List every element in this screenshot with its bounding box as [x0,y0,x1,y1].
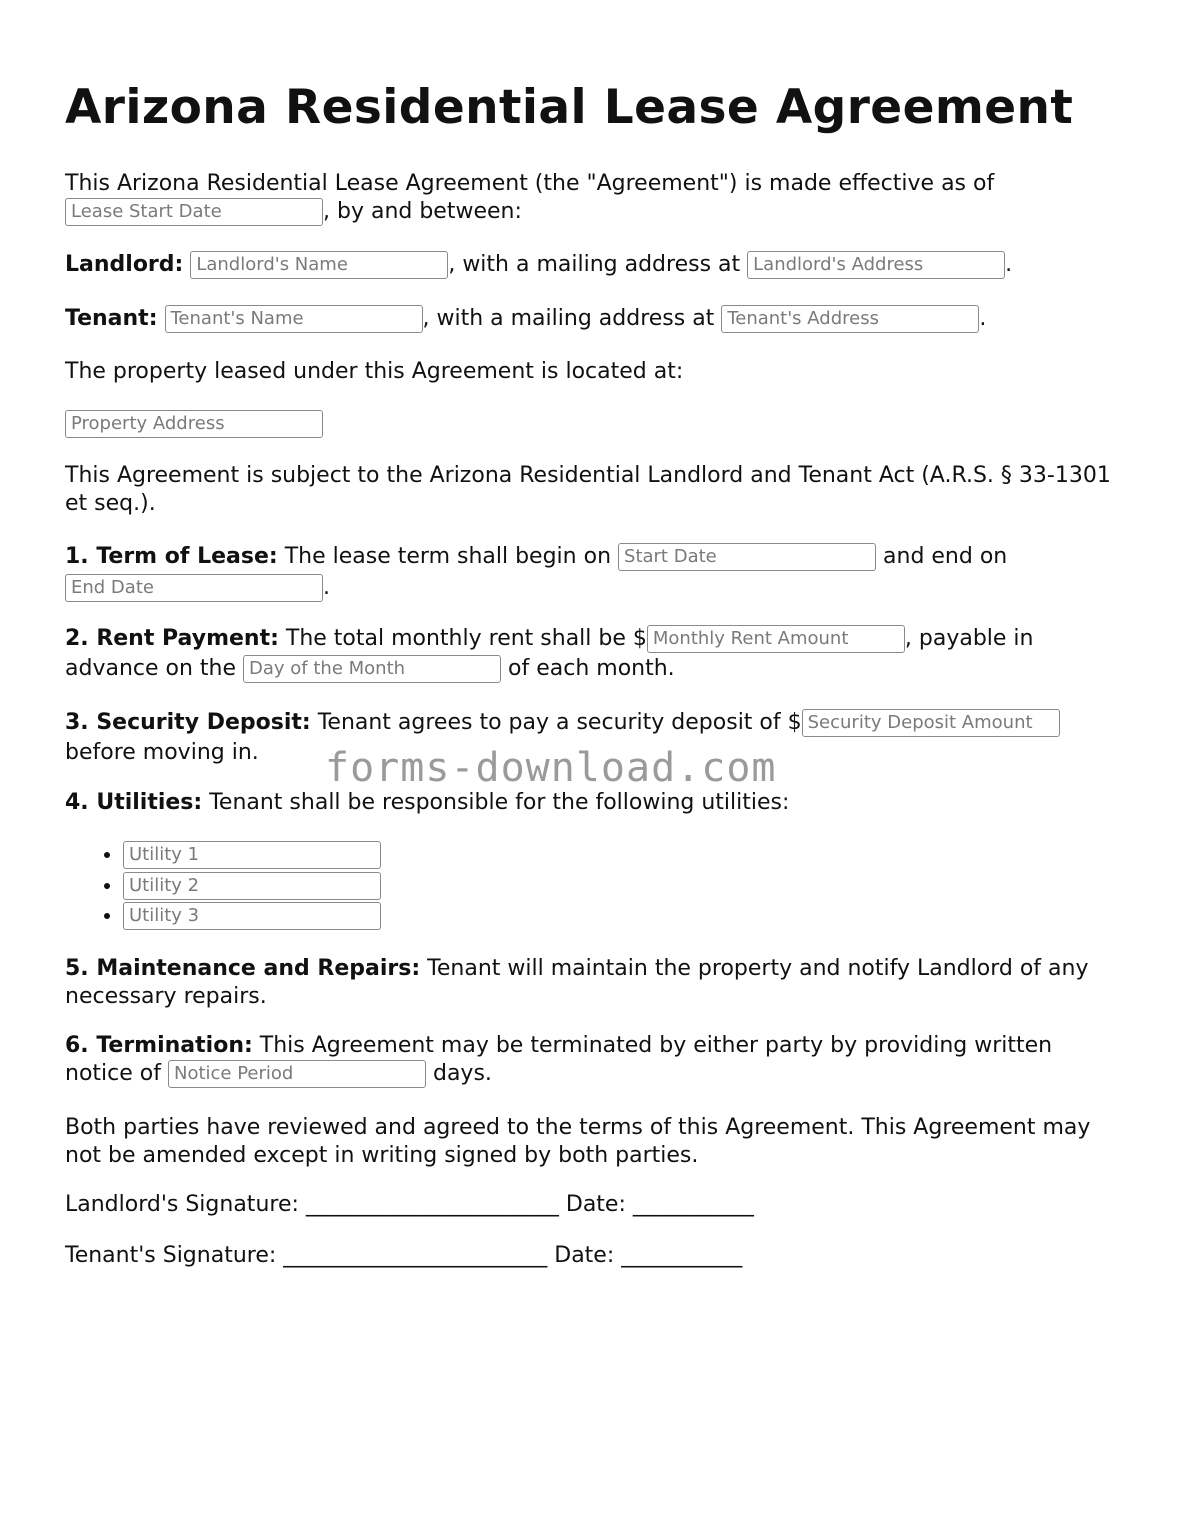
rent-paragraph [65,624,1115,684]
notice-period-field[interactable]: Notice Period [168,1060,426,1088]
rent-heading: 2. Rent Payment: [65,626,279,651]
monthly-rent-amount-field[interactable]: Monthly Rent Amount [647,625,905,653]
term-paragraph [65,541,1115,603]
tenant-name-field[interactable]: Tenant's Name [165,305,423,333]
termination-heading: 6. Termination: [65,1033,253,1058]
law-paragraph: This Agreement is subject to the Arizona Residential Landlord and Tenant Act (A.R.S. § 33-1301 et seq.). [65,463,1111,516]
utility-2-field[interactable]: Utility 2 [123,872,381,900]
end-date-field[interactable]: End Date [65,574,323,602]
term-end: . [323,575,330,600]
list-item [123,840,381,871]
tenant-label: Tenant: [65,306,158,331]
deposit-text: Tenant agrees to pay a security deposit of $ [317,710,802,735]
property-field-row [65,410,1115,438]
maintenance-heading: 5. Maintenance and Repairs: [65,956,421,981]
landlord-end: . [1005,252,1013,277]
maintenance-paragraph [65,955,1115,1011]
landlord-signature-line: Landlord's Signature: _______________________ Date: ___________ [65,1192,754,1217]
landlord-line [65,251,1115,279]
property-text: The property leased under this Agreement is located at: [65,359,684,384]
property-address-field[interactable]: Property Address [65,410,323,438]
landlord-name-field[interactable]: Landlord's Name [190,251,448,279]
termination-text: This Agreement may be terminated by either party by providing written notice of [65,1033,1053,1086]
deposit-end: before moving in. [65,740,259,765]
tenant-mid: , with a mailing address at [422,306,715,331]
intro-text: This Arizona Residential Lease Agreement (the "Agreement") is made effective as of [65,171,995,196]
rent-text: The total monthly rent shall be $ [285,626,647,651]
tenant-address-field[interactable]: Tenant's Address [721,305,979,333]
lease-start-date-field[interactable]: Lease Start Date [65,198,323,226]
landlord-mid: , with a mailing address at [448,252,741,277]
landlord-label: Landlord: [65,252,184,277]
utilities-list [65,840,381,932]
utility-3-field[interactable]: Utility 3 [123,902,381,930]
utilities-heading: 4. Utilities: [65,790,203,815]
list-item [123,901,381,932]
list-item [123,871,381,902]
termination-paragraph [65,1032,1115,1088]
utility-1-field[interactable]: Utility 1 [123,841,381,869]
closing-paragraph: Both parties have reviewed and agreed to the terms of this Agreement. This Agreement may not be amended except in writing signed by both parties. [65,1115,1091,1168]
maintenance-text: Tenant will maintain the property and notify Landlord of any necessary repairs. [65,956,1089,1009]
tenant-line [65,305,1115,333]
deposit-heading: 3. Security Deposit: [65,710,311,735]
security-deposit-amount-field[interactable]: Security Deposit Amount [802,709,1060,737]
start-date-field[interactable]: Start Date [618,543,876,571]
utilities-text: Tenant shall be responsible for the following utilities: [209,790,790,815]
term-text: The lease term shall begin on [284,544,612,569]
rent-end: of each month. [508,656,675,681]
watermark: forms-download.com [325,745,777,791]
document-title: Arizona Residential Lease Agreement [65,80,1074,135]
termination-end: days. [432,1061,492,1086]
term-heading: 1. Term of Lease: [65,544,278,569]
term-mid: and end on [883,544,1008,569]
day-of-month-field[interactable]: Day of the Month [243,655,501,683]
intro-paragraph [65,170,1115,226]
landlord-address-field[interactable]: Landlord's Address [747,251,1005,279]
tenant-end: . [979,306,987,331]
intro-after: , by and between: [323,199,522,224]
rent-mid: , payable in advance on the [65,626,1034,681]
tenant-signature-line: Tenant's Signature: ________________________ Date: ___________ [65,1243,743,1268]
utilities-paragraph [65,789,1115,817]
